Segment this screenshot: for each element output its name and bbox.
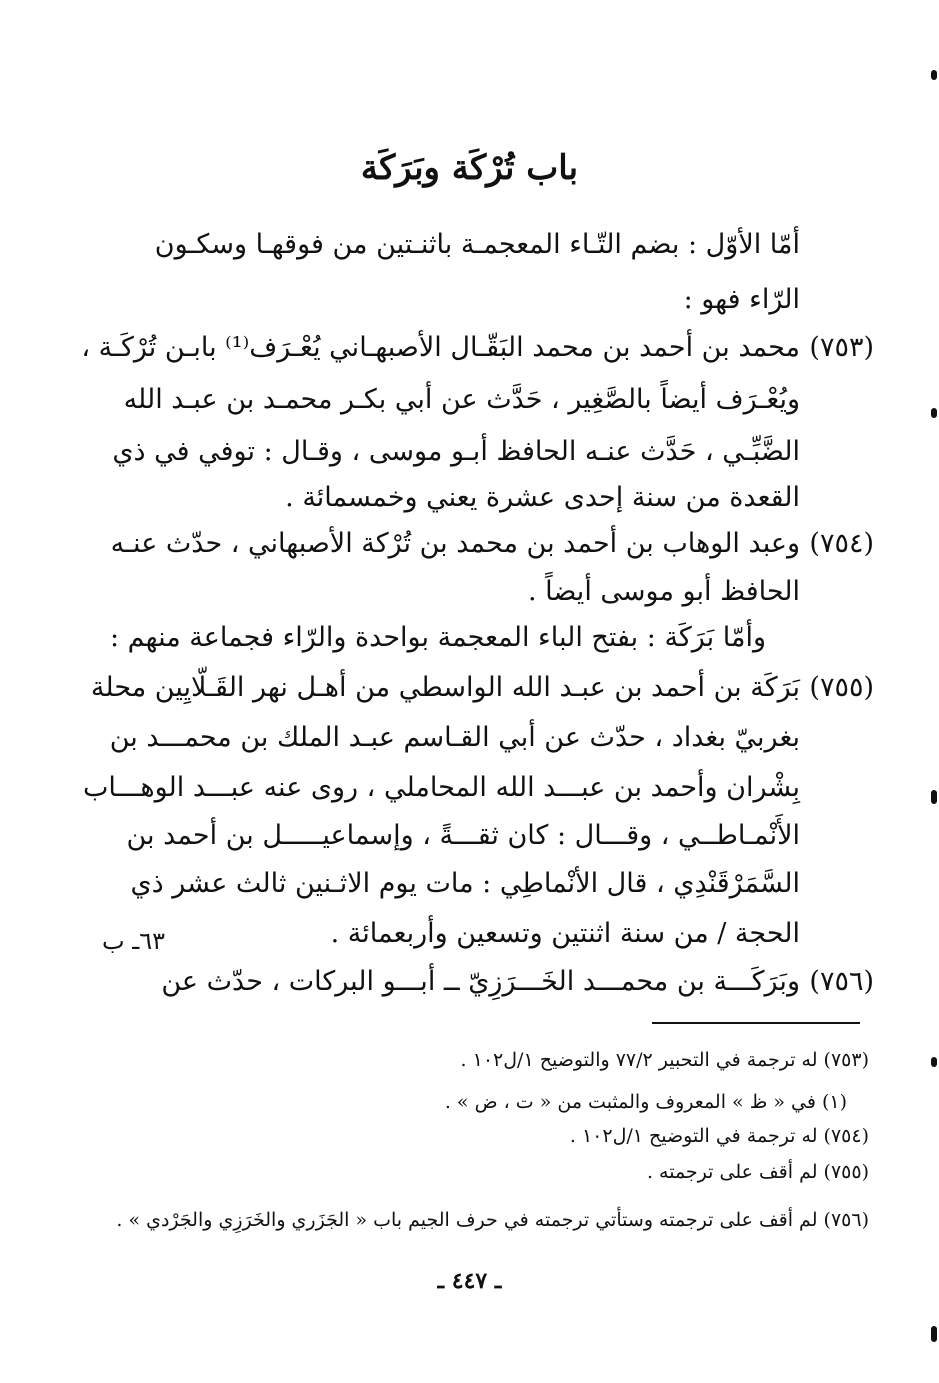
scan-mark	[931, 790, 937, 804]
text-line: وعبد الوهاب بن أحمد بن محمد بن تُرْكة الأصبهاني ، حدّث عنـه	[110, 528, 800, 559]
footnote: (١) في « ظ » المعروف والمثبت من « ت ، ض » .	[444, 1091, 847, 1113]
scan-mark	[931, 1326, 937, 1342]
footnote-divider	[652, 1022, 860, 1024]
text-line: الرّاء فهو :	[683, 284, 800, 315]
scan-mark	[931, 1057, 937, 1067]
text-line: بغربيّ بغداد ، حدّث عن أبي القـاسم عبـد الملك بن محمـــد بن	[109, 722, 800, 753]
footnote: (٧٥٥) لم أقف على ترجمته .	[646, 1161, 869, 1183]
entry-number: (٧٥٣)	[809, 332, 874, 363]
page-number: ـ ٤٤٧ ـ	[437, 1268, 502, 1294]
text-line: ويُعْـرَف أيضاً بالصَّغِير ، حَدَّث عن أبي بكـر محمـد بن عبـد الله	[123, 384, 800, 415]
text-line: وأمّا بَرَكَة : بفتح الباء المعجمة بواحدة والرّاء فجماعة منهم :	[109, 622, 766, 653]
entry-number: (٧٥٥)	[809, 672, 874, 703]
chapter-title: باب تُرْكَة وبَرَكَة	[360, 148, 579, 188]
text-line: وبَرَكَـــة بن محمـــد الخَـــرَزِيّ ــ أبـــو البركات ، حدّث عن	[161, 966, 800, 997]
text-line: السَّمَرْقَنْدِي ، قال الأنْماطِي : مات يوم الاثـنين ثالث عشر ذي	[130, 868, 800, 899]
text-line: الضَّبِّـي ، حَدَّث عنـه الحافظ أبـو موسى ، وقـال : توفي في ذي	[112, 436, 800, 467]
entry-number: (٧٥٤)	[809, 528, 874, 559]
footnote: (٧٥٣) له ترجمة في التحبير ٧٧/٢ والتوضيح ١/ل١٠٢ .	[460, 1049, 869, 1071]
text-line: القعدة من سنة إحدى عشرة يعني وخمسمائة .	[285, 482, 800, 513]
text-line: أمّا الأوّل : بضم التّـاء المعجمـة باثنـتين من فوقهـا وسكـون	[154, 229, 800, 260]
text-line: بَرَكَة بن أحمد بن عبـد الله الواسطي من أهـل نهر القَـلّايِين محلة	[90, 672, 800, 703]
footnote: (٧٥٤) له ترجمة في التوضيح ١/ل١٠٢ .	[569, 1125, 869, 1147]
scan-mark	[931, 70, 937, 80]
text-line: بِشْران وأحمد بن عبـــد الله المحاملي ، روى عنه عبـــد الوهـــاب	[82, 772, 800, 803]
text-line: الحافظ أبو موسى أيضاً .	[528, 576, 800, 607]
text-line: الأَنْمـاطــي ، وقـــال : كان ثقـــةً ، وإسماعيـــــل بن أحمد بن	[126, 820, 800, 851]
folio-margin-note: ٦٣ـ ب	[102, 927, 166, 955]
scan-mark	[931, 408, 937, 418]
footnote: (٧٥٦) لم أقف على ترجمته وستأتي ترجمته في حرف الجيم باب « الجَزَري والخَرَزِي والجَرْدي » .	[116, 1209, 869, 1231]
entry-number: (٧٥٦)	[809, 966, 874, 997]
text-line: محمد بن أحمد بن محمد البَقّـال الأصبهـاني يُعْـرَف⁽¹⁾ بابـن تُرْكَـة ،	[81, 332, 800, 363]
text-line: الحجة / من سنة اثنتين وتسعين وأربعمائة .	[330, 918, 800, 949]
